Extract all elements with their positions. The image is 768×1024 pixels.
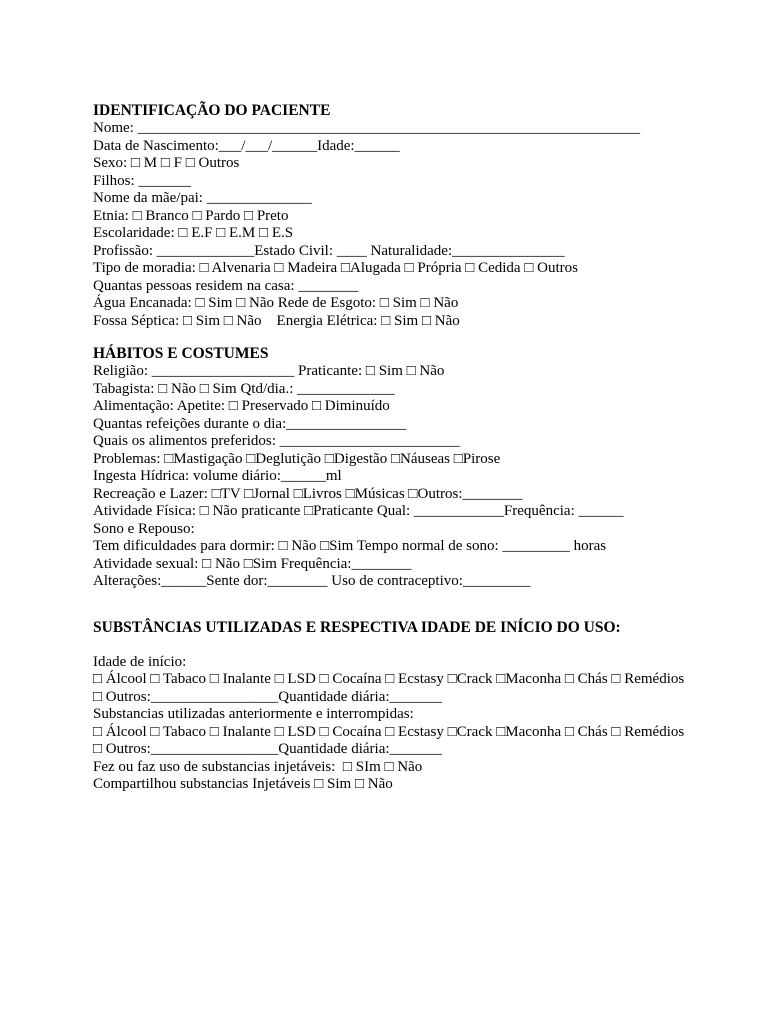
field-alimentacao: Alimentação: Apetite: □ Preservado □ Diminuído [93, 398, 390, 414]
field-substancias-list: □ Álcool □ Tabaco □ Inalante □ LSD □ Cocaína □ Ecstasy □Crack □Maconha □ Chás □ Remédios [93, 671, 685, 687]
field-pessoas-casa: Quantas pessoas residem na casa: ________ [93, 277, 359, 294]
field-injetaveis: Fez ou faz uso de substancias injetáveis: □ SIm □ Não [93, 758, 423, 775]
field-dificuldade-dormir: Tem dificuldades para dormir: □ Não □Sim Tempo normal de sono: _________ horas [93, 538, 607, 554]
field-atividade-sexual: Atividade sexual: □ Não □Sim Frequência:________ [93, 555, 412, 572]
field-sono-repouso: Sono e Repouso: [93, 520, 195, 537]
field-outros-quantidade: □ Outros:_________________Quantidade diária:_______ [93, 688, 443, 705]
field-profissao: Profissão: _____________Estado Civil: ____ Naturalidade:_______________ [93, 242, 565, 259]
field-substancias-list-2: □ Álcool □ Tabaco □ Inalante □ LSD □ Cocaína □ Ecstasy □Crack □Maconha □ Chás □ Remédios [93, 723, 685, 740]
section-gap [93, 591, 743, 619]
field-nome: Nome: ___________________________________________________________________ [93, 120, 641, 136]
field-ingesta-hidrica: Ingesta Hídrica: volume diário:______ml [93, 468, 342, 484]
field-filhos: Filhos: _______ [93, 172, 191, 189]
field-atividade-fisica: Atividade Física: □ Não praticante □Praticante Qual: ____________Frequência: ______ [93, 503, 624, 519]
field-substancias-interrompidas: Substancias utilizadas anteriormente e interrompidas: [93, 706, 414, 722]
section-title-substancias: SUBSTÂNCIAS UTILIZADAS E RESPECTIVA IDADE DE INÍCIO DO USO: [93, 618, 621, 636]
field-agua-esgoto: Água Encanada: □ Sim □ Não Rede de Esgoto: □ Sim □ Não [93, 295, 459, 311]
field-data-nascimento: Data de Nascimento:___/___/______Idade:______ [93, 137, 400, 154]
field-problemas: Problemas: □Mastigação □Deglutição □Digestão □Náuseas □Pirose [93, 450, 501, 467]
field-idade-inicio: Idade de início: [93, 653, 187, 670]
field-outros-quantidade-2: □ Outros:_________________Quantidade diária:_______ [93, 741, 443, 757]
field-alimentos-preferidos: Quais os alimentos preferidos: ________________________ [93, 433, 460, 449]
section-gap [93, 637, 743, 654]
field-etnia: Etnia: □ Branco □ Pardo □ Preto [93, 207, 289, 224]
field-religiao: Religião: ___________________ Praticante: □ Sim □ Não [93, 363, 445, 379]
section-title-identificacao: IDENTIFICAÇÃO DO PACIENTE [93, 102, 331, 119]
field-compartilhou: Compartilhou substancias Injetáveis □ Sim □ Não [93, 776, 393, 792]
field-tipo-moradia: Tipo de moradia: □ Alvenaria □ Madeira □Alugada □ Própria □ Cedida □ Outros [93, 260, 578, 276]
field-alteracoes: Alterações:______Sente dor:________ Uso de contraceptivo:_________ [93, 573, 531, 589]
field-sexo: Sexo: □ M □ F □ Outros [93, 155, 240, 171]
field-nome-mae-pai: Nome da mãe/pai: ______________ [93, 190, 312, 206]
field-refeicoes: Quantas refeições durante o dia:________________ [93, 415, 407, 432]
field-escolaridade: Escolaridade: □ E.F □ E.M □ E.S [93, 225, 294, 241]
patient-form [93, 102, 743, 794]
field-tabagista: Tabagista: □ Não □ Sim Qtd/dia.: _____________ [93, 380, 395, 397]
section-gap [93, 330, 743, 345]
field-recreacao: Recreação e Lazer: □TV □Jornal □Livros □Músicas □Outros:________ [93, 485, 523, 502]
section-title-habitos: HÁBITOS E COSTUMES [93, 345, 269, 362]
field-fossa-energia: Fossa Séptica: □ Sim □ Não Energia Elétrica: □ Sim □ Não [93, 312, 460, 329]
